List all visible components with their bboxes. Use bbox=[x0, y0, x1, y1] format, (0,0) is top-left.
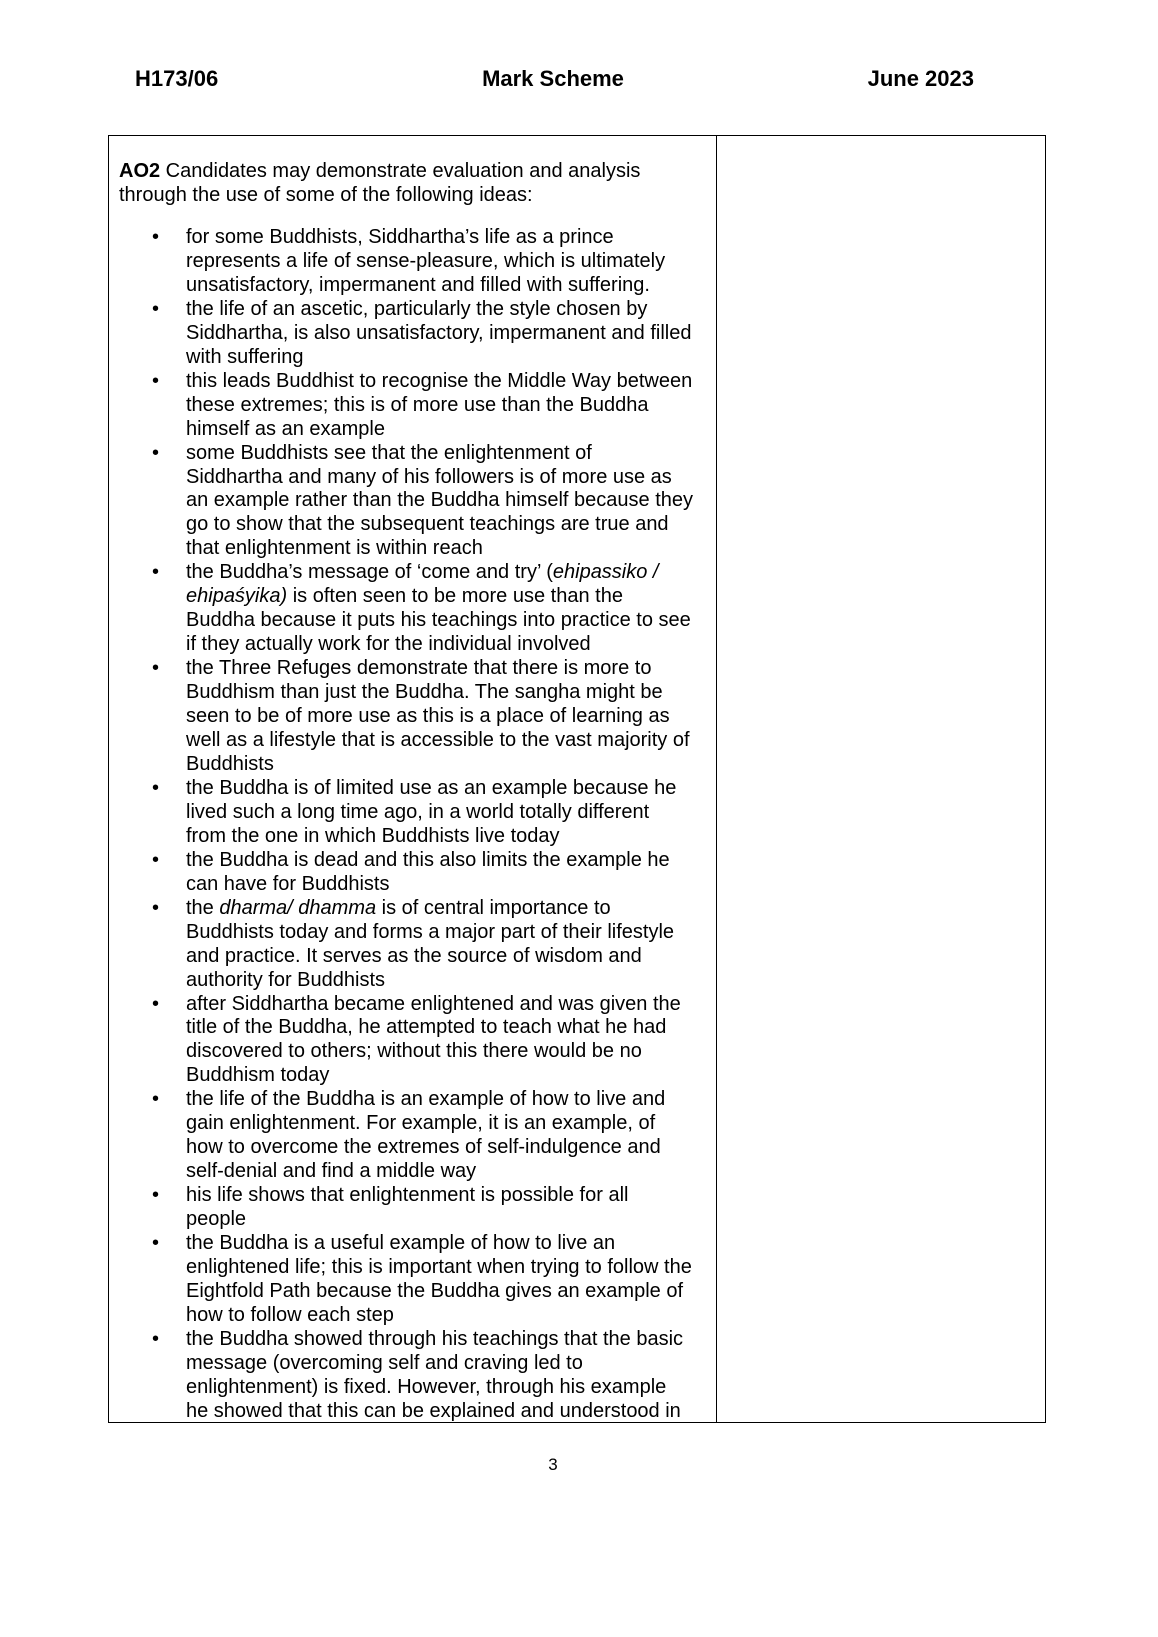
bullet-icon: • bbox=[152, 441, 160, 464]
text-segment: Buddhists bbox=[186, 752, 274, 775]
text-segment: Buddhists today and forms a major part of their lifestyle bbox=[186, 920, 675, 943]
list-item bbox=[109, 1088, 716, 1184]
list-item bbox=[109, 1328, 716, 1423]
ao2-intro bbox=[119, 159, 709, 207]
list-item-line bbox=[186, 825, 716, 849]
ao2-intro-text: Candidates may demonstrate evaluation and analysis through the use of some of the following ideas: bbox=[119, 160, 641, 206]
list-item-line bbox=[186, 1064, 716, 1088]
list-item-line bbox=[186, 537, 716, 561]
italic-term: ehipassiko / bbox=[552, 561, 659, 584]
text-segment: discovered to others; without this there would be no bbox=[186, 1040, 642, 1063]
italic-term: dharma/ dhamma bbox=[219, 896, 377, 919]
text-segment: the Buddha is of limited use as an example because he bbox=[186, 776, 677, 799]
list-item-line bbox=[186, 370, 716, 394]
list-item-line bbox=[186, 1352, 716, 1376]
list-item-line bbox=[186, 418, 716, 442]
text-segment: after Siddhartha became enlightened and was given the bbox=[186, 992, 681, 1015]
list-item-line bbox=[186, 466, 716, 490]
list-item-line bbox=[186, 250, 716, 274]
list-item-line bbox=[186, 1232, 716, 1256]
list-item-line bbox=[186, 513, 716, 537]
bullet-icon: • bbox=[152, 226, 160, 248]
bullet-icon: • bbox=[152, 297, 160, 320]
text-segment: authority for Buddhists bbox=[186, 968, 385, 991]
bullet-icon: • bbox=[152, 848, 160, 871]
text-segment: how to overcome the extremes of self-indulgence and bbox=[186, 1136, 661, 1159]
list-item-line bbox=[186, 1376, 716, 1400]
list-item-line bbox=[186, 969, 716, 993]
list-item-line bbox=[186, 609, 716, 633]
list-item-line bbox=[186, 657, 716, 681]
text-segment: enlightenment) is fixed. However, through his example bbox=[186, 1375, 667, 1398]
text-segment: self-denial and find a middle way bbox=[186, 1160, 477, 1183]
bullet-icon: • bbox=[152, 896, 160, 919]
text-segment: these extremes; this is of more use than the Buddha bbox=[186, 393, 649, 416]
list-item-line bbox=[186, 993, 716, 1017]
text-segment: is of central importance to bbox=[376, 896, 611, 919]
ao2-label: AO2 bbox=[119, 160, 161, 182]
text-segment: himself as an example bbox=[186, 417, 385, 440]
text-segment: enlightened life; this is important when trying to follow the bbox=[186, 1255, 692, 1278]
list-item bbox=[109, 897, 716, 993]
text-segment: the Three Refuges demonstrate that there is more to bbox=[186, 657, 652, 680]
text-segment: the Buddha showed through his teachings that the basic bbox=[186, 1327, 684, 1350]
list-item-line bbox=[186, 729, 716, 753]
bullet-icon: • bbox=[152, 776, 160, 799]
list-item-line bbox=[186, 873, 716, 897]
list-item-line bbox=[186, 1136, 716, 1160]
list-item-line bbox=[186, 1400, 716, 1423]
bullet-icon: • bbox=[152, 1088, 160, 1111]
list-item-line bbox=[186, 1304, 716, 1328]
text-segment: title of the Buddha, he attempted to teach what he had bbox=[186, 1016, 667, 1039]
ideas-list bbox=[109, 226, 716, 1423]
list-item-line bbox=[186, 322, 716, 346]
text-segment: and practice. It serves as the source of wisdom and bbox=[186, 944, 642, 967]
list-item bbox=[109, 226, 716, 298]
text-segment: for some Buddhists, Siddhartha’s life as a prince bbox=[186, 226, 614, 248]
list-item-line bbox=[186, 1328, 716, 1352]
text-segment: the Buddha is dead and this also limits the example he bbox=[186, 848, 670, 871]
list-item-line bbox=[186, 1160, 716, 1184]
list-item bbox=[109, 993, 716, 1089]
list-item-line bbox=[186, 777, 716, 801]
bullet-icon: • bbox=[152, 1327, 160, 1350]
text-segment: people bbox=[186, 1208, 247, 1231]
list-item-line bbox=[186, 226, 716, 250]
list-item-line bbox=[186, 849, 716, 873]
text-segment: the Buddha’s message of ‘come and try’ ( bbox=[186, 561, 553, 584]
list-item-line bbox=[186, 1112, 716, 1136]
italic-term: ehipaśyika) bbox=[186, 585, 288, 608]
list-item-line bbox=[186, 1280, 716, 1304]
text-segment: Buddhism than just the Buddha. The sangha might be bbox=[186, 681, 663, 704]
text-segment: his life shows that enlightenment is possible for all bbox=[186, 1184, 629, 1207]
document-title: Mark Scheme bbox=[482, 66, 624, 91]
page-number: 3 bbox=[548, 1455, 558, 1474]
list-item-line bbox=[186, 489, 716, 513]
list-item bbox=[109, 561, 716, 657]
text-segment: an example rather than the Buddha himself because they bbox=[186, 489, 693, 512]
text-segment: Buddhism today bbox=[186, 1064, 330, 1087]
text-segment: is often seen to be more use than the bbox=[287, 585, 623, 608]
list-item bbox=[109, 777, 716, 849]
document-date: June 2023 bbox=[867, 66, 974, 91]
text-segment: go to show that the subsequent teachings are true and bbox=[186, 513, 669, 536]
text-segment: seen to be of more use as this is a place of learning as bbox=[186, 705, 670, 728]
text-segment: Buddha because it puts his teachings into practice to see bbox=[186, 609, 691, 632]
list-item-line bbox=[186, 1016, 716, 1040]
list-item bbox=[109, 298, 716, 370]
text-segment: with suffering bbox=[186, 345, 304, 368]
bullet-icon: • bbox=[152, 657, 160, 680]
text-segment: can have for Buddhists bbox=[186, 872, 390, 895]
text-segment: from the one in which Buddhists live today bbox=[186, 824, 560, 847]
guidance-cell bbox=[109, 136, 717, 1422]
list-item-line bbox=[186, 753, 716, 777]
text-segment: if they actually work for the individual involved bbox=[186, 633, 591, 656]
list-item-line bbox=[186, 1040, 716, 1064]
list-item-line bbox=[186, 394, 716, 418]
text-segment: gain enlightenment. For example, it is an example, of bbox=[186, 1112, 656, 1135]
list-item bbox=[109, 1184, 716, 1232]
text-segment: represents a life of sense-pleasure, which is ultimately bbox=[186, 249, 666, 272]
list-item-line bbox=[186, 897, 716, 921]
list-item-line bbox=[186, 801, 716, 825]
bullet-icon: • bbox=[152, 1232, 160, 1255]
list-item bbox=[109, 442, 716, 562]
list-item-line bbox=[186, 1088, 716, 1112]
bullet-icon: • bbox=[152, 369, 160, 392]
list-item bbox=[109, 370, 716, 442]
list-item-line bbox=[186, 1256, 716, 1280]
list-item-line bbox=[186, 705, 716, 729]
list-item-line bbox=[186, 945, 716, 969]
list-item-line bbox=[186, 442, 716, 466]
text-segment: how to follow each step bbox=[186, 1303, 394, 1326]
text-segment: the bbox=[186, 896, 220, 919]
text-segment: Siddhartha and many of his followers is of more use as bbox=[186, 465, 672, 488]
text-segment: some Buddhists see that the enlightenment of bbox=[186, 441, 592, 464]
text-segment: the life of an ascetic, particularly the style chosen by bbox=[186, 297, 648, 320]
text-segment: the life of the Buddha is an example of how to live and bbox=[186, 1088, 666, 1111]
list-item-line bbox=[186, 1184, 716, 1208]
text-segment: message (overcoming self and craving led to bbox=[186, 1351, 583, 1374]
bullet-icon: • bbox=[152, 1184, 160, 1207]
text-segment: this leads Buddhist to recognise the Middle Way between bbox=[186, 369, 693, 392]
text-segment: well as a lifestyle that is accessible to the vast majority of bbox=[186, 729, 690, 752]
list-item-line bbox=[186, 346, 716, 370]
list-item-line bbox=[186, 633, 716, 657]
text-segment: unsatisfactory, impermanent and filled with suffering. bbox=[186, 273, 650, 296]
text-segment: he showed that this can be explained and understood in bbox=[186, 1399, 681, 1422]
mark-scheme-table bbox=[108, 135, 1046, 1423]
list-item-line bbox=[186, 561, 716, 585]
text-segment: Eightfold Path because the Buddha gives an example of bbox=[186, 1279, 684, 1302]
document-code: H173/06 bbox=[135, 66, 219, 91]
list-item bbox=[109, 657, 716, 777]
list-item bbox=[109, 1232, 716, 1328]
list-item bbox=[109, 849, 716, 897]
text-segment: that enlightenment is within reach bbox=[186, 537, 483, 560]
text-segment: the Buddha is a useful example of how to live an bbox=[186, 1232, 616, 1255]
list-item-line bbox=[186, 681, 716, 705]
list-item-line bbox=[186, 921, 716, 945]
bullet-icon: • bbox=[152, 992, 160, 1015]
bullet-icon: • bbox=[152, 561, 160, 584]
text-segment: Siddhartha, is also unsatisfactory, impermanent and filled bbox=[186, 321, 692, 344]
list-item-line bbox=[186, 274, 716, 298]
list-item-line bbox=[186, 298, 716, 322]
list-item-line bbox=[186, 1208, 716, 1232]
list-item-line bbox=[186, 585, 716, 609]
text-segment: lived such a long time ago, in a world totally different bbox=[186, 800, 650, 823]
